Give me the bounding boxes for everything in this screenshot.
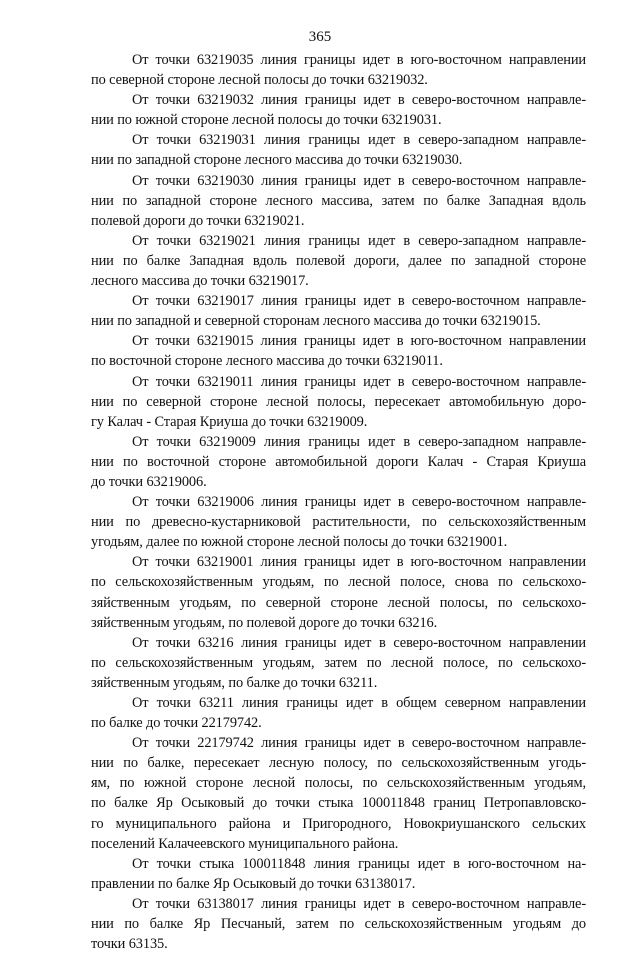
text-line: От точки стыка 100011848 линия границы идет в юго-восточном на- — [132, 855, 586, 872]
text-line: лесного массива до точки 63219017. — [91, 273, 309, 290]
text-line: по восточной стороне лесного массива до точки 63219011. — [91, 353, 443, 370]
text-line: нии по северной стороне лесной полосы, пересекает автомобильную доро- — [91, 393, 586, 410]
text-line: по сельскохозяйственным угодьям, по лесной полосе, снова по сельскохо- — [91, 574, 586, 591]
text-line: точки 63135. — [91, 936, 168, 953]
paragraph — [91, 231, 586, 291]
text-line: От точки 63219032 линия границы идет в северо-восточном направле- — [132, 92, 586, 109]
text-line: правлении по балке Яр Осыковый до точки 63138017. — [91, 875, 416, 892]
text-line: От точки 63219001 линия границы идет в юго-восточном направлении — [132, 554, 586, 571]
text-line: От точки 63219015 линия границы идет в юго-восточном направлении — [132, 333, 586, 350]
text-line: нии по древесно-кустарниковой растительности, по сельскохозяйственным — [91, 514, 586, 531]
text-line: по балке до точки 22179742. — [91, 715, 262, 732]
text-line: От точки 63219030 линия границы идет в северо-восточном направле- — [132, 172, 586, 189]
paragraph — [91, 492, 586, 552]
text-line: гу Калач - Старая Криуша до точки 63219009. — [91, 413, 368, 430]
text-line: зяйственным угодьям, по полевой дороге до точки 63216. — [91, 614, 438, 631]
text-line: нии по балке Яр Песчаный, затем по сельскохозяйственным угодьям до — [91, 916, 586, 933]
text-line: по балке Яр Осыковый до точки стыка 100011848 границ Петропавловско- — [91, 795, 586, 812]
text-line: От точки 63211 линия границы идет в общем северном направлении — [132, 695, 586, 711]
text-line: зяйственным угодьям, по балке до точки 63211. — [91, 674, 378, 691]
text-line: нии по южной стороне лесной полосы до точки 63219031. — [91, 112, 442, 129]
paragraph — [91, 854, 586, 894]
text-line: От точки 63219011 линия границы идет в северо-восточном направле- — [132, 373, 586, 390]
text-line: От точки 63219031 линия границы идет в северо-западном направле- — [132, 132, 586, 149]
text-line: От точки 63216 линия границы идет в северо-восточном направлении — [132, 634, 586, 651]
text-line: по северной стороне лесной полосы до точки 63219032. — [91, 72, 428, 89]
paragraph — [91, 633, 586, 693]
paragraph — [91, 291, 586, 331]
paragraph — [91, 171, 586, 231]
paragraph — [91, 894, 586, 954]
text-line: угодьям, далее по южной стороне лесной полосы до точки 63219001. — [91, 534, 508, 551]
text-line: От точки 63219021 линия границы идет в северо-западном направле- — [132, 232, 586, 249]
text-line: нии по балке, пересекает лесную полосу, по сельскохозяйственным угодь- — [91, 755, 586, 772]
text-line: по сельскохозяйственным угодьям, затем по лесной полосе, по сельскохо- — [91, 654, 586, 671]
text-line: нии по западной стороне лесного массива, затем по балке Западная вдоль — [91, 192, 586, 209]
text-line: го муниципального района и Пригородного, Новокриушанского сельских — [91, 815, 586, 832]
text-line: поселений Калачеевского муниципального района. — [91, 835, 399, 852]
text-line: зяйственным угодьям, по северной стороне лесной полосы, по сельскохо- — [91, 594, 586, 611]
text-line: нии по балке Западная вдоль полевой дороги, далее по западной стороне — [91, 252, 586, 269]
document-body — [91, 50, 586, 954]
text-line: до точки 63219006. — [91, 473, 207, 490]
text-line: От точки 63219009 линия границы идет в северо-западном направле- — [132, 433, 586, 450]
paragraph — [91, 432, 586, 492]
text-line: нии по восточной стороне автомобильной дороги Калач - Старая Криуша — [91, 453, 586, 470]
page-number: 365 — [308, 29, 332, 45]
text-line: ям, по южной стороне лесной полосы, по сельскохозяйственным угодьям, — [91, 775, 586, 792]
text-line: От точки 63219006 линия границы идет в северо-восточном направле- — [132, 494, 586, 511]
text-line: полевой дороги до точки 63219021. — [91, 212, 305, 229]
paragraph — [91, 552, 586, 632]
text-line: От точки 63138017 линия границы идет в северо-восточном направле- — [132, 895, 586, 912]
paragraph — [91, 130, 586, 170]
paragraph — [91, 733, 586, 854]
paragraph — [91, 693, 586, 733]
paragraph — [91, 331, 586, 371]
paragraph — [91, 372, 586, 432]
text-line: нии по западной и северной сторонам лесного массива до точки 63219015. — [91, 313, 541, 330]
text-line: нии по западной стороне лесного массива до точки 63219030. — [91, 152, 463, 169]
paragraph — [91, 90, 586, 130]
paragraph — [91, 50, 586, 90]
text-line: От точки 63219017 линия границы идет в северо-восточном направле- — [132, 293, 586, 310]
text-line: От точки 22179742 линия границы идет в северо-восточном направле- — [132, 735, 586, 752]
text-line: От точки 63219035 линия границы идет в юго-восточном направлении — [132, 52, 586, 68]
